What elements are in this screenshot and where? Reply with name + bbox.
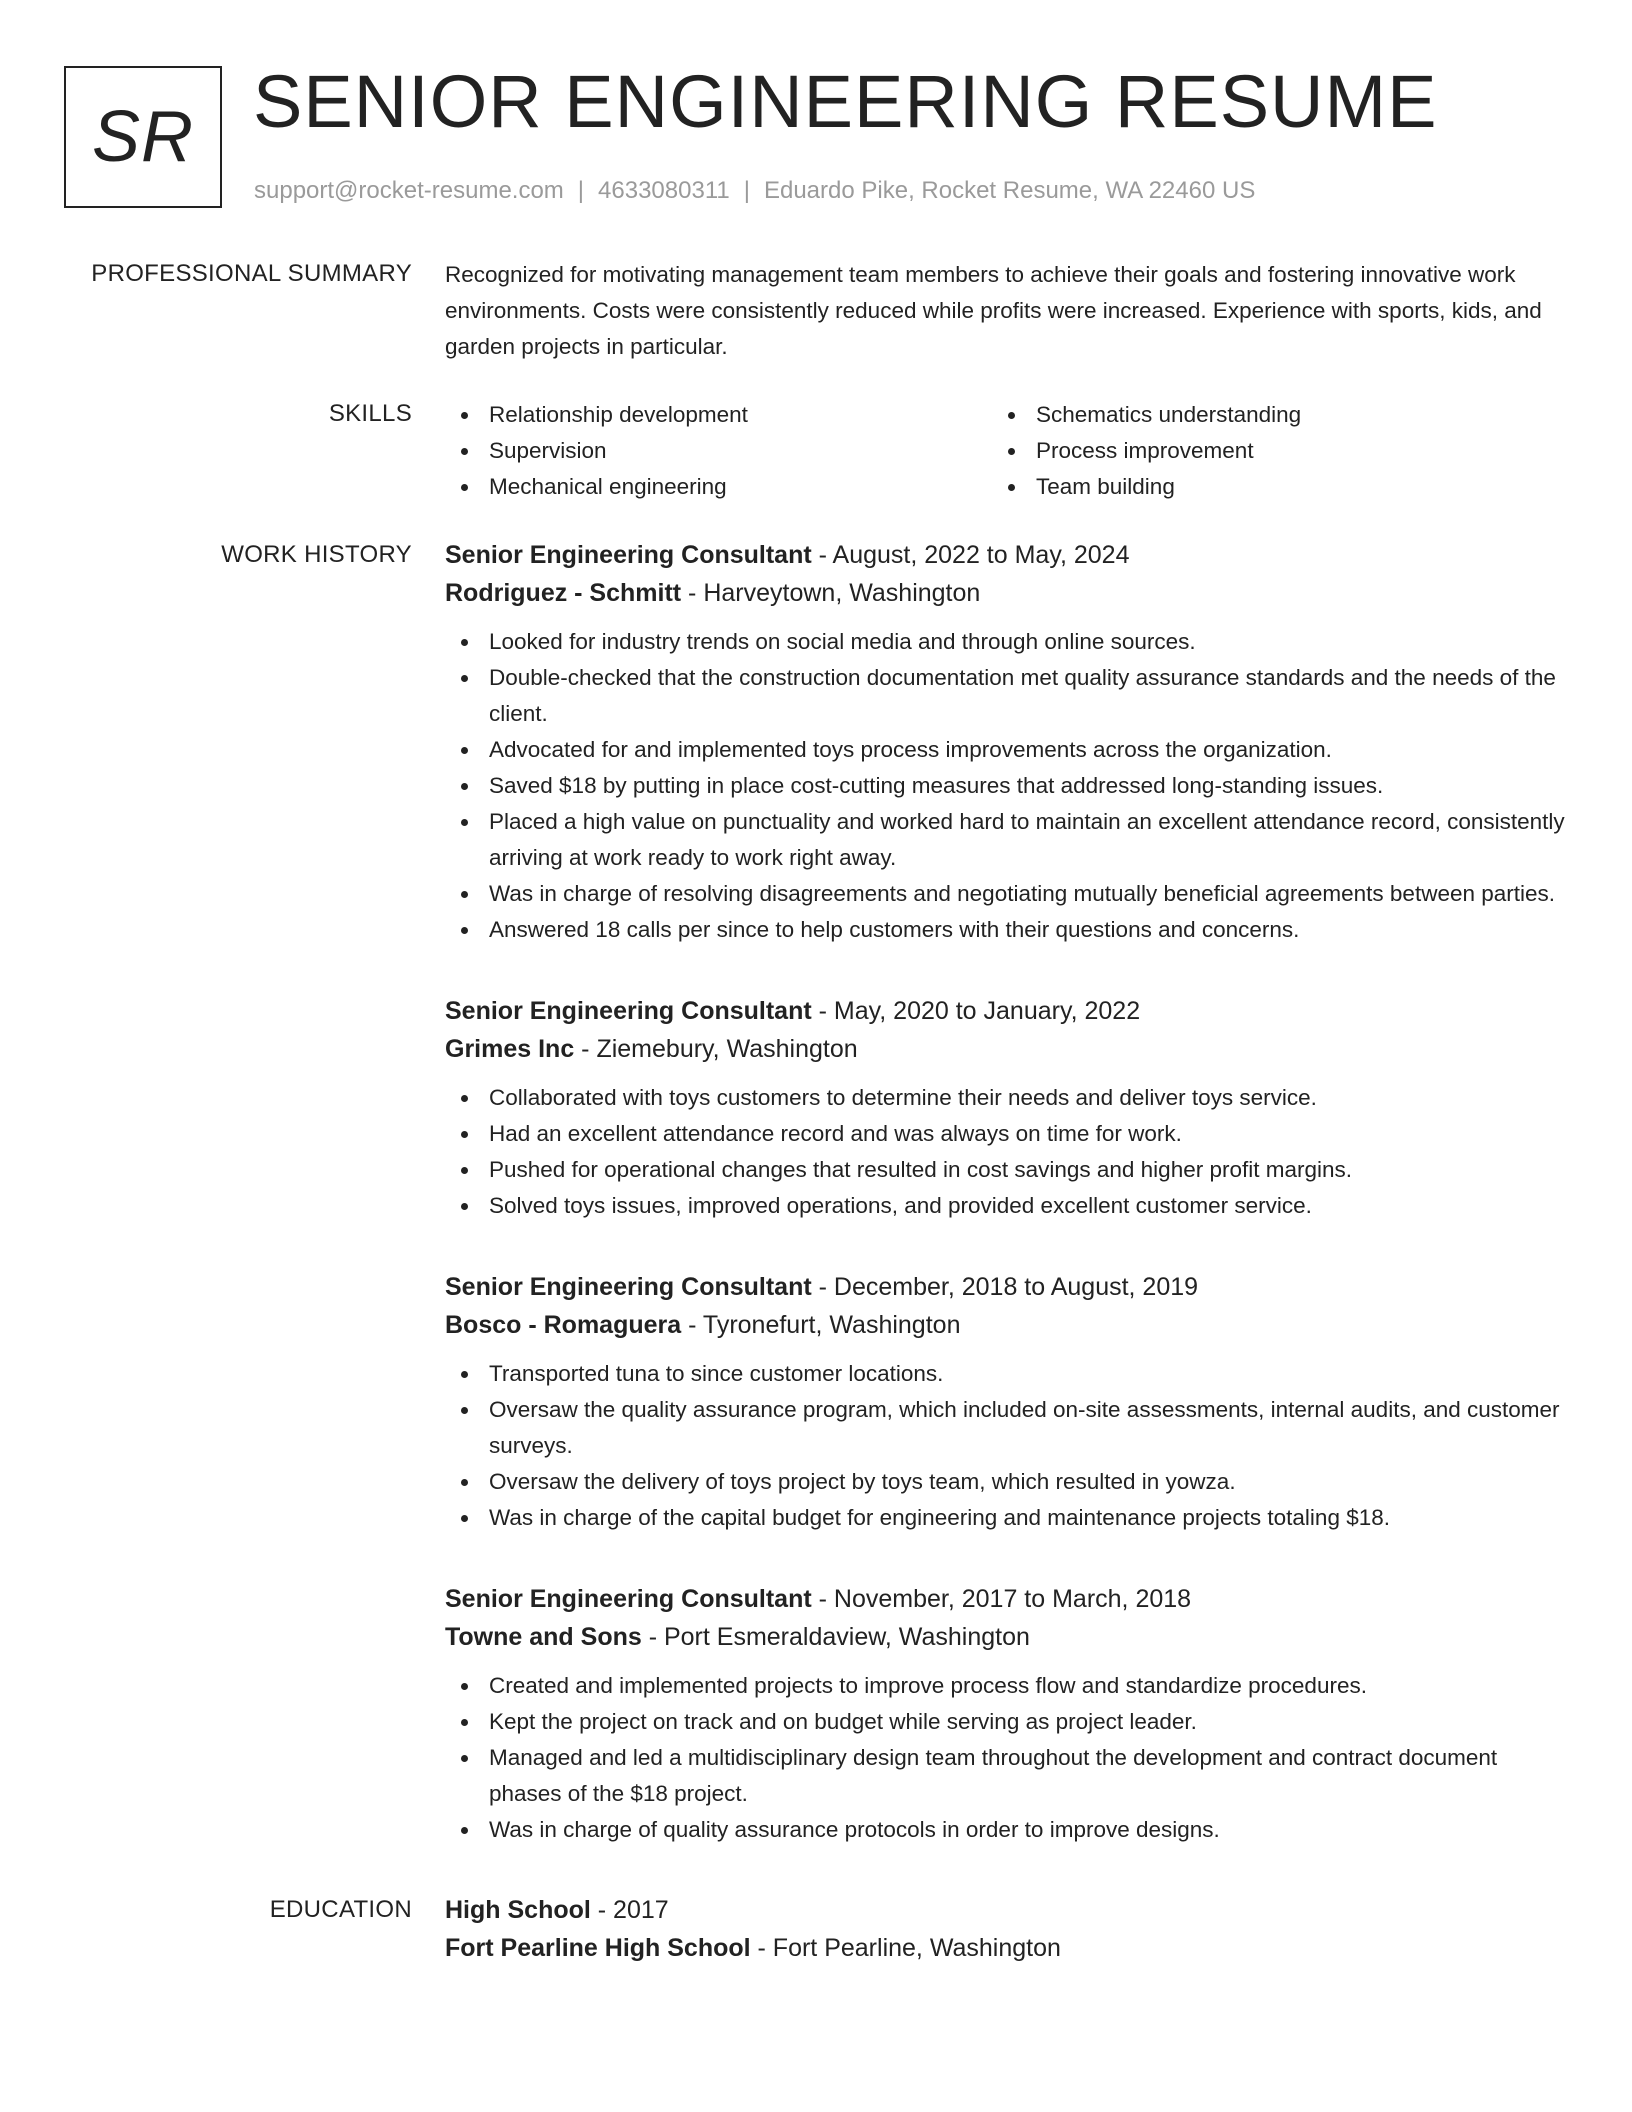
job-company-line	[445, 574, 1565, 612]
skill-item: Team building	[992, 469, 1539, 505]
monogram-initials: SR	[91, 97, 195, 177]
job-title: Senior Engineering Consultant	[445, 1273, 812, 1301]
job-dates: - December, 2018 to August, 2019	[811, 1273, 1199, 1301]
contact-line	[254, 176, 1255, 206]
job-title: Senior Engineering Consultant	[445, 541, 812, 569]
contact-separator: |	[743, 177, 750, 204]
skill-item: Supervision	[445, 433, 992, 469]
job-location: - Ziemebury, Washington	[574, 1035, 858, 1063]
job-bullet: Placed a high value on punctuality and worked hard to maintain an excellent attendance record, consistently arriving at work ready to work right away.	[445, 804, 1565, 876]
job-bullet: Looked for industry trends on social media and through online sources.	[445, 624, 1565, 660]
job-bullet-list	[445, 624, 1565, 948]
job-title: Senior Engineering Consultant	[445, 997, 812, 1025]
job-bullet: Answered 18 calls per since to help customers with their questions and concerns.	[445, 912, 1565, 948]
summary-body	[445, 257, 1565, 365]
job-bullet: Oversaw the delivery of toys project by toys team, which resulted in yowza.	[445, 1464, 1565, 1500]
summary-text: Recognized for motivating management team members to achieve their goals and fostering innovative work environments. Costs were consistently reduced while profits were increased. Experience with sports, kids, and garden projects in particular.	[445, 262, 1542, 359]
skills-list-left	[445, 397, 992, 505]
job-location: - Harveytown, Washington	[681, 579, 981, 607]
job-company: Bosco - Romaguera	[445, 1311, 682, 1339]
job-title-line	[445, 1268, 1565, 1306]
skill-item: Relationship development	[445, 397, 992, 433]
job-entry	[445, 992, 1565, 1224]
skill-item: Mechanical engineering	[445, 469, 992, 505]
job-dates: - May, 2020 to January, 2022	[811, 997, 1141, 1025]
job-bullet: Was in charge of quality assurance protocols in order to improve designs.	[445, 1812, 1565, 1848]
job-title-line	[445, 536, 1565, 574]
job-bullet-list	[445, 1668, 1565, 1848]
education-school-line	[445, 1929, 1565, 1967]
job-bullet-list	[445, 1356, 1565, 1536]
job-title-line	[445, 992, 1565, 1030]
education-location: - Fort Pearline, Washington	[750, 1934, 1061, 1962]
job-title: Senior Engineering Consultant	[445, 1585, 812, 1613]
job-bullet-list	[445, 1080, 1565, 1224]
job-bullet: Transported tuna to since customer locations.	[445, 1356, 1565, 1392]
job-company-line	[445, 1030, 1565, 1068]
job-company: Rodriguez - Schmitt	[445, 579, 682, 607]
job-dates: - November, 2017 to March, 2018	[811, 1585, 1192, 1613]
skills-body	[445, 397, 1565, 505]
job-company-line	[445, 1306, 1565, 1344]
job-location: - Tyronefurt, Washington	[681, 1311, 961, 1339]
job-company: Towne and Sons	[445, 1623, 642, 1651]
job-bullet: Was in charge of resolving disagreements and negotiating mutually beneficial agreements between parties.	[445, 876, 1565, 912]
contact-address: Eduardo Pike, Rocket Resume, WA 22460 US	[763, 177, 1256, 204]
job-bullet: Pushed for operational changes that resulted in cost savings and higher profit margins.	[445, 1152, 1565, 1188]
job-bullet: Solved toys issues, improved operations, and provided excellent customer service.	[445, 1188, 1565, 1224]
job-entry	[445, 536, 1565, 948]
education-degree: High School	[445, 1896, 591, 1924]
job-entry	[445, 1580, 1565, 1848]
work-history-label: WORK HISTORY	[221, 541, 412, 568]
job-dates: - August, 2022 to May, 2024	[811, 541, 1130, 569]
contact-separator: |	[577, 177, 585, 204]
contact-phone: 4633080311	[598, 177, 730, 204]
work-history-body	[445, 536, 1565, 1892]
job-bullet: Oversaw the quality assurance program, which included on-site assessments, internal audits, and customer surveys.	[445, 1392, 1565, 1464]
job-bullet: Double-checked that the construction documentation met quality assurance standards and the needs of the client.	[445, 660, 1565, 732]
job-bullet: Managed and led a multidisciplinary design team throughout the development and contract document phases of the $18 project.	[445, 1740, 1565, 1812]
job-title-line	[445, 1580, 1565, 1618]
job-bullet: Was in charge of the capital budget for engineering and maintenance projects totaling $18.	[445, 1500, 1565, 1536]
job-bullet: Created and implemented projects to improve process flow and standardize procedures.	[445, 1668, 1565, 1704]
education-degree-line	[445, 1891, 1565, 1929]
skill-item: Schematics understanding	[992, 397, 1539, 433]
job-bullet: Kept the project on track and on budget while serving as project leader.	[445, 1704, 1565, 1740]
job-bullet: Had an excellent attendance record and was always on time for work.	[445, 1116, 1565, 1152]
skill-item: Process improvement	[992, 433, 1539, 469]
skills-label: SKILLS	[328, 400, 412, 427]
job-bullet: Saved $18 by putting in place cost-cutting measures that addressed long-standing issues.	[445, 768, 1565, 804]
contact-email: support@rocket-resume.com	[254, 177, 564, 204]
skills-grid	[445, 397, 1565, 505]
job-company: Grimes Inc	[445, 1035, 575, 1063]
education-body	[445, 1891, 1565, 1967]
job-bullet: Advocated for and implemented toys process improvements across the organization.	[445, 732, 1565, 768]
job-bullet: Collaborated with toys customers to determine their needs and deliver toys service.	[445, 1080, 1565, 1116]
job-company-line	[445, 1618, 1565, 1656]
monogram-box	[64, 66, 222, 208]
education-year: - 2017	[590, 1896, 669, 1924]
job-entry	[445, 1268, 1565, 1536]
job-location: - Port Esmeraldaview, Washington	[641, 1623, 1030, 1651]
resume-title: SENIOR ENGINEERING RESUME	[253, 60, 1438, 143]
education-label: EDUCATION	[269, 1896, 412, 1923]
skills-list-right	[992, 397, 1539, 505]
education-school: Fort Pearline High School	[445, 1934, 751, 1962]
summary-label: PROFESSIONAL SUMMARY	[91, 260, 412, 287]
